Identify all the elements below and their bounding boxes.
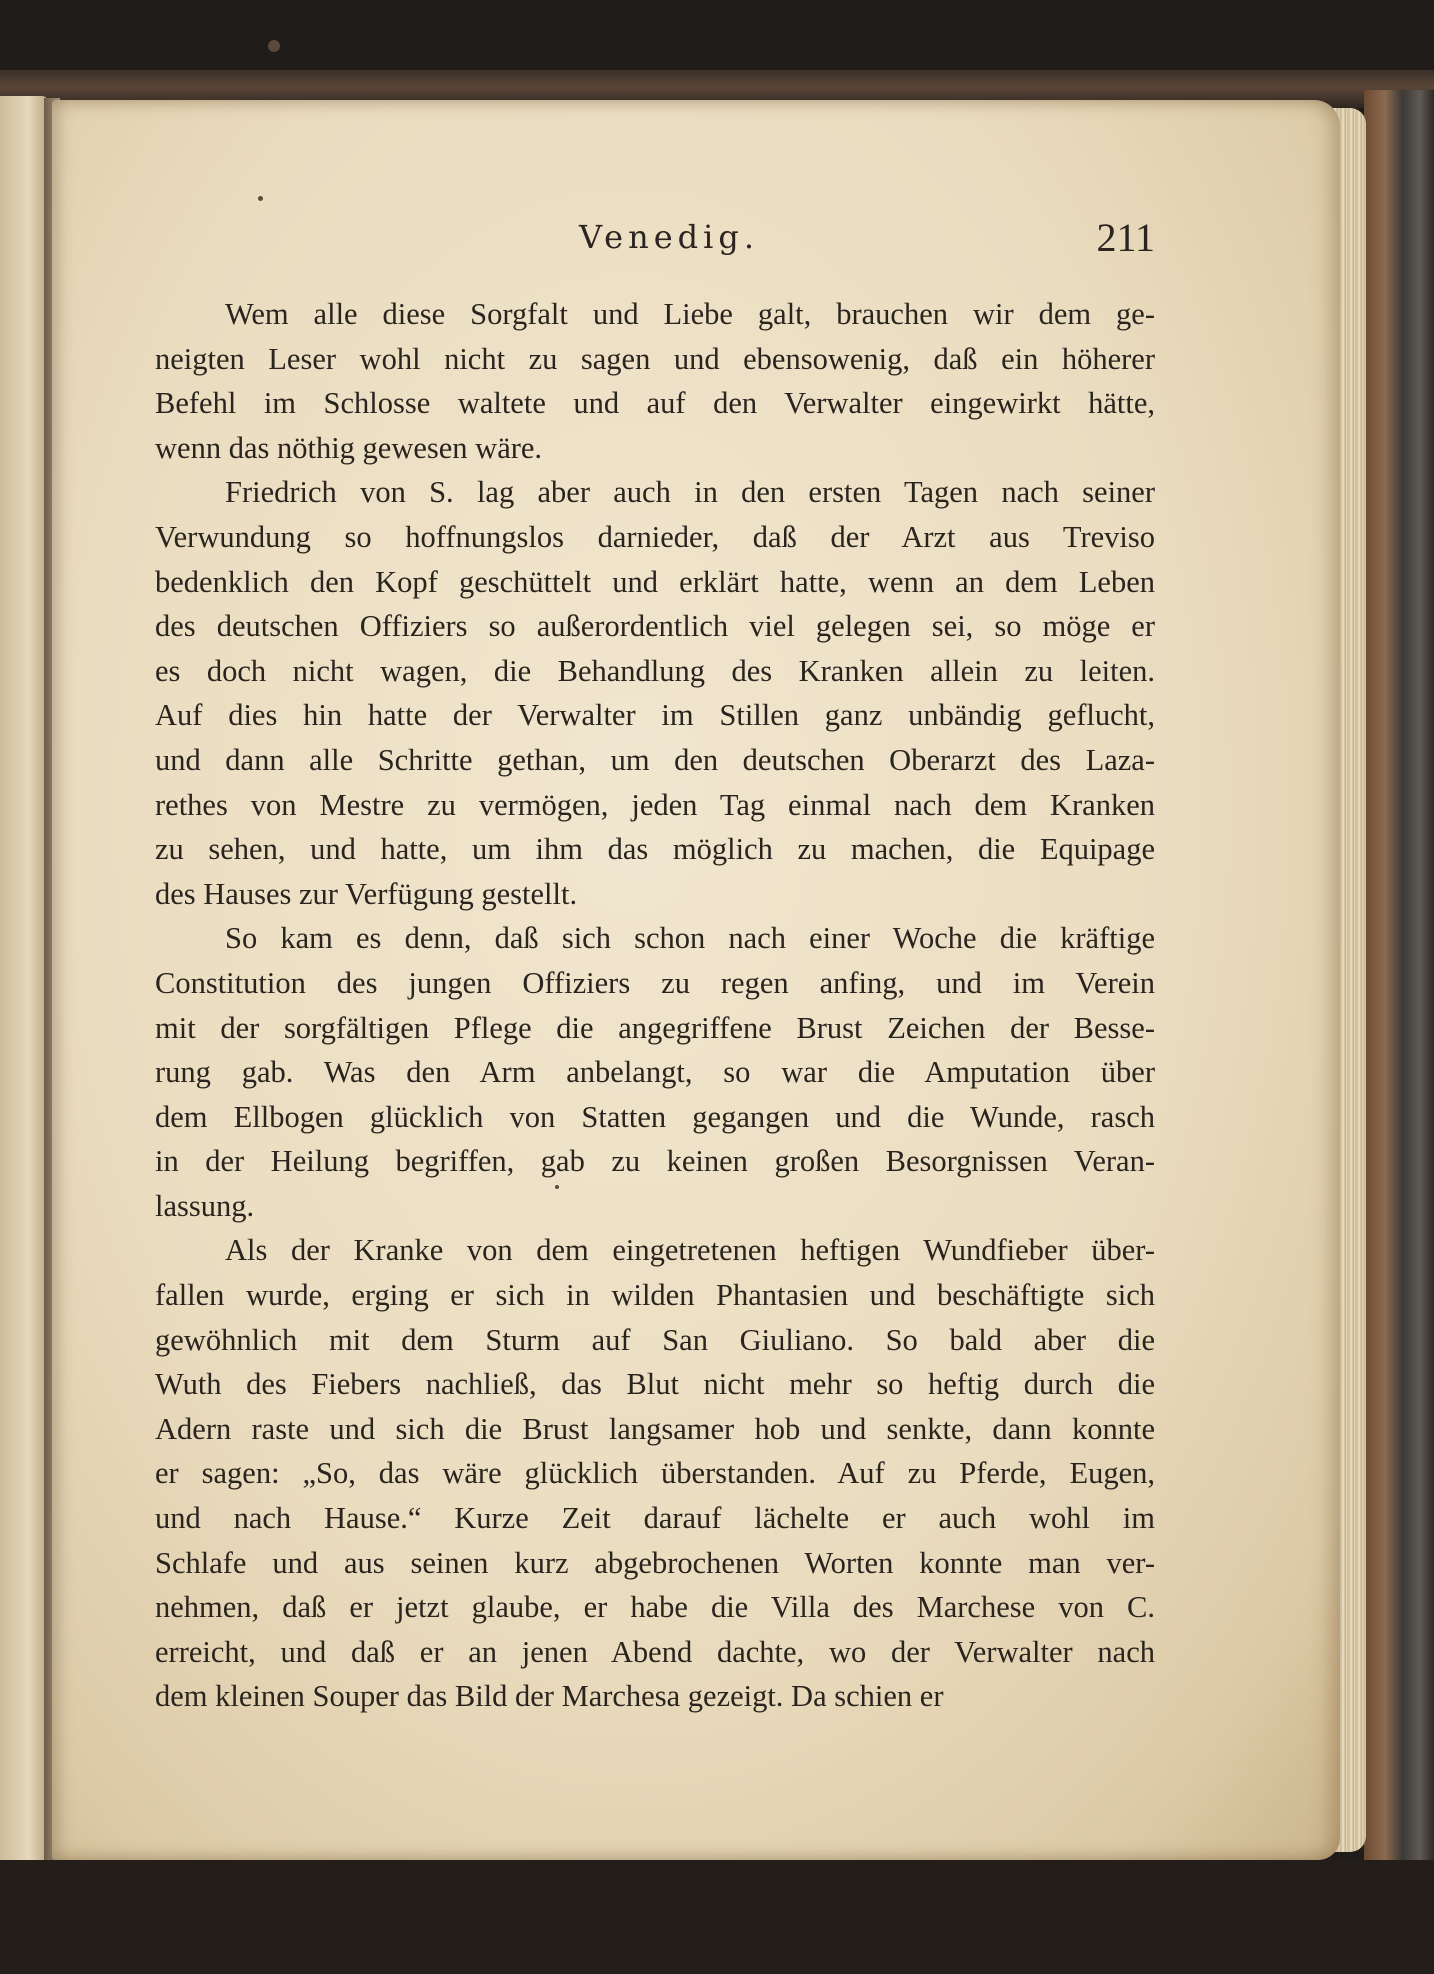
text-line: So kam es denn, daß sich schon nach einer Woche die kräftige (225, 921, 1155, 956)
text-line: Wuth des Fiebers nachließ, das Blut nicht mehr so heftig durch die (155, 1367, 1155, 1402)
paragraph (155, 470, 1155, 916)
text-line: Auf dies hin hatte der Verwalter im Stillen ganz unbändig geflucht, (155, 698, 1155, 733)
text-line: des Hauses zur Verfügung gestellt. (155, 876, 578, 911)
text-line: Constitution des jungen Offiziers zu regen anfing, und im Verein (155, 965, 1155, 1000)
text-line: und dann alle Schritte gethan, um den deutschen Oberarzt des Laza- (155, 742, 1155, 777)
text-line: Wem alle diese Sorgfalt und Liebe galt, brauchen wir dem ge- (225, 297, 1155, 331)
text-line: rung gab. Was den Arm anbelangt, so war die Amputation über (155, 1055, 1155, 1090)
text-line: rethes von Mestre zu vermögen, jeden Tag einmal nach dem Kranken (155, 787, 1155, 822)
previous-page-edge (0, 96, 48, 1866)
paragraph (155, 292, 1155, 470)
text-line: Friedrich von S. lag aber auch in den ersten Tagen nach seiner (225, 475, 1155, 510)
text-line: es doch nicht wagen, die Behandlung des Kranken allein zu leiten. (155, 653, 1155, 688)
text-line: lassung. (155, 1188, 255, 1223)
paper-speck (258, 196, 263, 201)
paragraph (155, 916, 1155, 1228)
page-number: 211 (1096, 215, 1155, 260)
text-line: zu sehen, und hatte, um ihm das möglich zu machen, die Equipage (155, 832, 1155, 867)
text-line: gewöhnlich mit dem Sturm auf San Giuliano. So bald aber die (155, 1322, 1155, 1357)
book-cover-bottom (0, 1860, 1434, 1974)
text-line: Schlafe und aus seinen kurz abgebrochenen Worten konnte man ver- (155, 1545, 1155, 1580)
text-line: des deutschen Offiziers so außerordentlich viel gelegen sei, so möge er (155, 609, 1155, 644)
text-line: Als der Kranke von dem eingetretenen heftigen Wundfieber über- (225, 1233, 1155, 1268)
body-text (155, 292, 1155, 1719)
text-line: und nach Hause.“ Kurze Zeit darauf lächelte er auch wohl im (155, 1501, 1155, 1536)
text-line: er sagen: „So, das wäre glücklich überstanden. Auf zu Pferde, Eugen, (155, 1456, 1155, 1491)
paragraph (155, 1228, 1155, 1719)
text-line: Adern raste und sich die Brust langsamer hob und senkte, dann konnte (155, 1411, 1155, 1446)
text-line: erreicht, und daß er an jenen Abend dachte, wo der Verwalter nach (155, 1634, 1155, 1669)
running-title: Venedig. (579, 218, 760, 256)
text-line: in der Heilung begriffen, gab zu keinen großen Besorgnissen Veran- (155, 1144, 1155, 1179)
page-header (155, 215, 1155, 264)
text-line: Verwundung so hoffnungslos darnieder, daß der Arzt aus Treviso (155, 519, 1155, 554)
text-line: neigten Leser wohl nicht zu sagen und ebensowenig, daß ein höherer (155, 341, 1155, 376)
text-line: nehmen, daß er jetzt glaube, er habe die Villa des Marchese von C. (155, 1590, 1155, 1625)
text-line: Befehl im Schlosse waltete und auf den Verwalter eingewirkt hätte, (155, 386, 1155, 421)
text-line: mit der sorgfältigen Pflege die angegriffene Brust Zeichen der Besse- (155, 1010, 1155, 1045)
text-line: dem Ellbogen glücklich von Statten gegangen und die Wunde, rasch (155, 1099, 1155, 1134)
paper-speck (268, 40, 280, 52)
text-line: dem kleinen Souper das Bild der Marchesa gezeigt. Da schien er (155, 1679, 944, 1714)
text-line: bedenklich den Kopf geschüttelt und erklärt hatte, wenn an dem Leben (155, 564, 1155, 599)
text-line: fallen wurde, erging er sich in wilden Phantasien und beschäftigte sich (155, 1278, 1155, 1313)
text-line: wenn das nöthig gewesen wäre. (155, 430, 543, 465)
book-cover-edge (1364, 90, 1434, 1880)
